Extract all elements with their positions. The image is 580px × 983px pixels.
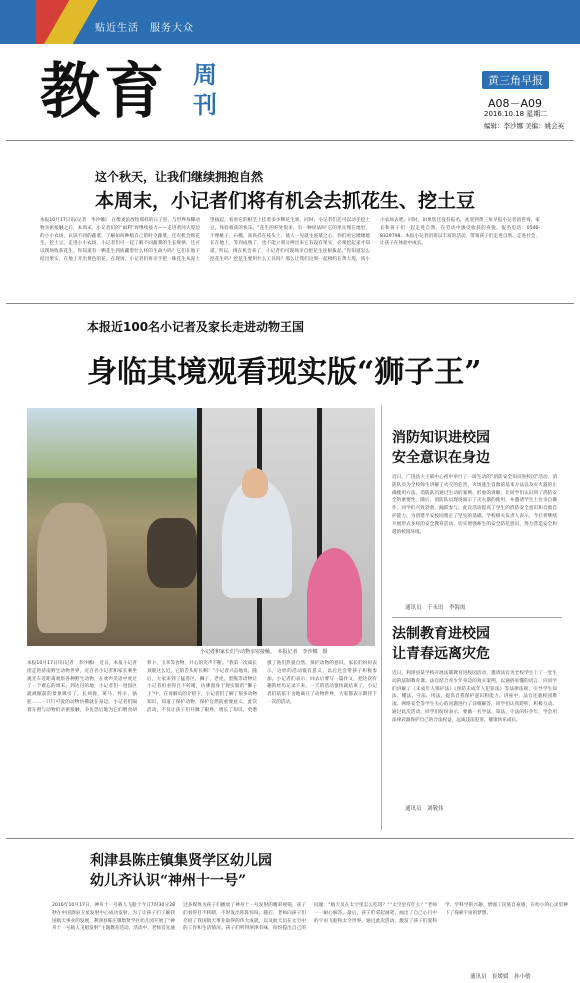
article2-photo: [27, 408, 375, 646]
article3-body: 2016年10月17日，神舟十一号载人飞船于今日7时30分28秒在中国酒泉卫星发射中心成功发射。为了让孩子们了解我国航天事业的发展，利津县陈庄镇集贤学区幼儿园开展了“神舟十一号载人飞船发射”主题教育活动。活动中，老师首先通过多媒体为孩子们播放了神舟十一号发射的精彩视频，孩子们看得目不转睛，不时发出阵阵惊叹。随后，老师向孩子们介绍了我国航天事业取得的伟大成就，以及航天员在太空中的工作和生活情况。孩子们听得津津有味，纷纷提出自己的问题：“航天员在太空里怎么吃饭？”“太空里有什么？”老师一一耐心解答。最后，孩子们拿起画笔，画出了自己心目中的宇宙飞船和太空世界。通过此次活动，激发了孩子们爱科学、学科学的兴趣，增强了民族自豪感，在幼小的心灵里种下了探索宇宙的梦想。: [52, 903, 568, 932]
column-divider: [381, 405, 382, 830]
trees-background: [27, 408, 202, 478]
section-title: 教育: [40, 57, 168, 127]
editor-credits: 编辑：李沙娜 美编：姚会英: [484, 122, 565, 130]
side2-byline: 通讯员 刘敬伟: [405, 806, 444, 812]
child-figure: [307, 548, 362, 646]
article-divider: [6, 303, 574, 304]
article1-body: 本报10月17日讯(记者 李沙娜) 在像麦浪放牧那样的日子里，与世界珍稀动物亲密接触之后，本周末，小记者们的“福利”将继续接力——走进黄河大堤边的小小农场，认识不同的蔬菜，了解如何种植自己的时令蔬菜，还有机会抓花生、挖土豆。走进小小农场，小记者们可一起了解不同蔬菜的生长规律，还可以现场收获花生。你知道有一颗花生到底藏着什么样的生命力吗？它们在地下结出果实，在地上开出黄色的花。在现场，小记者们将亲手把一株花生从泥土里拔起，看看它的根茎上挂着多少颗花生果。同时，小记者们还可以动手挖土豆，体验收获的快乐。“花生的好处很多，有一种说法叫‘它的果实埋在地里，不像桃子、石榴，高高挂在枝头上，使人一见就生爱慕之心，你们看它矮矮地长在地上，等到成熟了，也不能立刻分辨出来它有没有果实，必须挖起来才知道。’所以，现在机会来了，小记者们可现场亲自把花生连根拔起。”你知道怎么挖花生吗？挖花生要用什么工具吗？那么让我们这周一起相约在黄大堤，到小小农场去吧。同时，如果您还没有报名，欢迎到黄三角早报小记者团咨询，家长和孩子们一起走进自然，在劳动中感受收获的喜悦。报名电话：0546-8329798。本报小记者团将以丰富的活动，带领孩子们走进自然、走进社会，让孩子在体验中成长。: [40, 218, 540, 262]
animal-figure: [147, 518, 197, 588]
article2-headline: 身临其境观看现实版“狮子王”: [87, 355, 482, 390]
paper-logo: 黄三角早报: [482, 71, 549, 89]
article3-headline-2: 幼儿齐认识“神州十一号”: [90, 873, 247, 889]
tour-bus: [197, 408, 375, 646]
article2-kicker: 本报近100名小记者及家长走进动物王国: [87, 320, 305, 334]
top-banner: [0, 0, 580, 44]
side1-headline-1: 消防知识进校园: [392, 430, 490, 446]
side2-headline-2: 让青春远离灾危: [392, 646, 490, 662]
slogan: 贴近生活 服务大众: [95, 23, 194, 34]
side2-body: 近日，利津县某学校开展法制教育进校园活动，邀请法官为全校学生上了一堂生动的法制教育课。法官结合青少年身边的真实案例，以通俗易懂的语言，向同学们讲解了《未成年人保护法》《预防未成年人犯罪法》等法律法规，引导学生知法、懂法、守法、用法，提高自我保护意识和能力。讲座中，法官还就校园欺凌、网络安全等学生关心的问题进行了详细解答，同学们认真聆听，积极互动。通过此次活动，同学们纷纷表示，要做一名学法、知法、守法的好少年，学会用法律武器保护自己的合法权益，远离违法犯罪，健康快乐成长。: [392, 671, 557, 723]
face-figure: [242, 468, 268, 498]
article3-byline: 通讯员 崔媛媛 孙小敏: [470, 974, 531, 980]
article1-headline: 本周末，小记者们将有机会去抓花生、挖土豆: [95, 190, 476, 212]
bus-frame: [197, 408, 202, 646]
article-divider: [6, 838, 574, 839]
issue-date: 2016.10.18 星期二: [484, 110, 548, 118]
section-subtitle: 周刊: [193, 61, 217, 119]
side-divider: [392, 617, 562, 618]
article2-body: 本报10月17日讯(记者 李沙娜) 近日，本报小记者团走进济南野生动物世界，近百名小记者和家长乘坐观光车近距离观察各种野生动物，在欢声笑语中度过了一个难忘的周末。到达目的地，小记者们一进园区就被眼前的景象吸引了。长颈鹿、斑马、羚羊、骆驼……一只只可爱的动物仿佛就在身边。小记者们隔着车窗与动物们亲密接触，争先恐后地为它们喂食胡萝卜、玉米等食物，开心的笑声不断。“我第一次离长颈鹿这么近，它的舌头好长啊！”小记者兴奋地说。随后，大家来到了猛兽区，狮子、老虎、黑熊等动物让小记者们看得目不转睛，仿佛置身于现实版的“狮子王”中。在讲解员的介绍下，小记者们了解了很多动物知识，知道了保护动物、保护自然的重要意义。此次活动，不仅让孩子们开阔了眼界，增长了知识，更增强了他们热爱自然、保护动物的意识。家长们纷纷表示，这样的活动很有意义，以后还会带孩子积极参加。小记者们表示，回去后要写一篇作文，把这次有趣的经历记录下来。一天的活动很快就结束了，小记者们依依不舍地离开了动物世界，大家都表示期待下一次的活动。: [27, 661, 377, 713]
article1-kicker: 这个秋天，让我们继续拥抱自然: [95, 170, 264, 184]
side1-byline: 通讯员 于永田 李海霞: [405, 605, 466, 611]
side2-headline-1: 法制教育进校园: [392, 626, 490, 642]
page-numbers: A08－A09: [488, 97, 543, 110]
side1-headline-2: 安全意识在身边: [392, 450, 490, 466]
masthead-divider: [6, 140, 574, 141]
article3-headline-1: 利津县陈庄镇集贤学区幼儿园: [90, 853, 272, 869]
photo-caption: 小记者和家长们与动物亲密接触。 本报记者 李沙娜 摄: [200, 649, 328, 655]
llama-figure: [37, 503, 107, 633]
side1-body: 近日，广饶县大王镇中心初中举行了一场生动的“消防安全知识进校园”活动。消防队员为全校师生讲解了火灾的危害、火场逃生自救的基本方法以及灭火器的正确使用方法。消防队员通过生动的案例、形象的讲解，让同学们认识到了消防安全的重要性。随后，消防队员现场演示了灭火器的使用，并邀请学生上台亲自操作，同学们兴致勃勃，踊跃参与。此次活动提高了学生的消防安全意识和自救自护能力，为创建平安校园奠定了坚实的基础。学校相关负责人表示，今后将继续开展形式多样的安全教育活动，切实增强师生的安全防范意识，努力营造安全和谐的校园环境。: [392, 475, 557, 535]
